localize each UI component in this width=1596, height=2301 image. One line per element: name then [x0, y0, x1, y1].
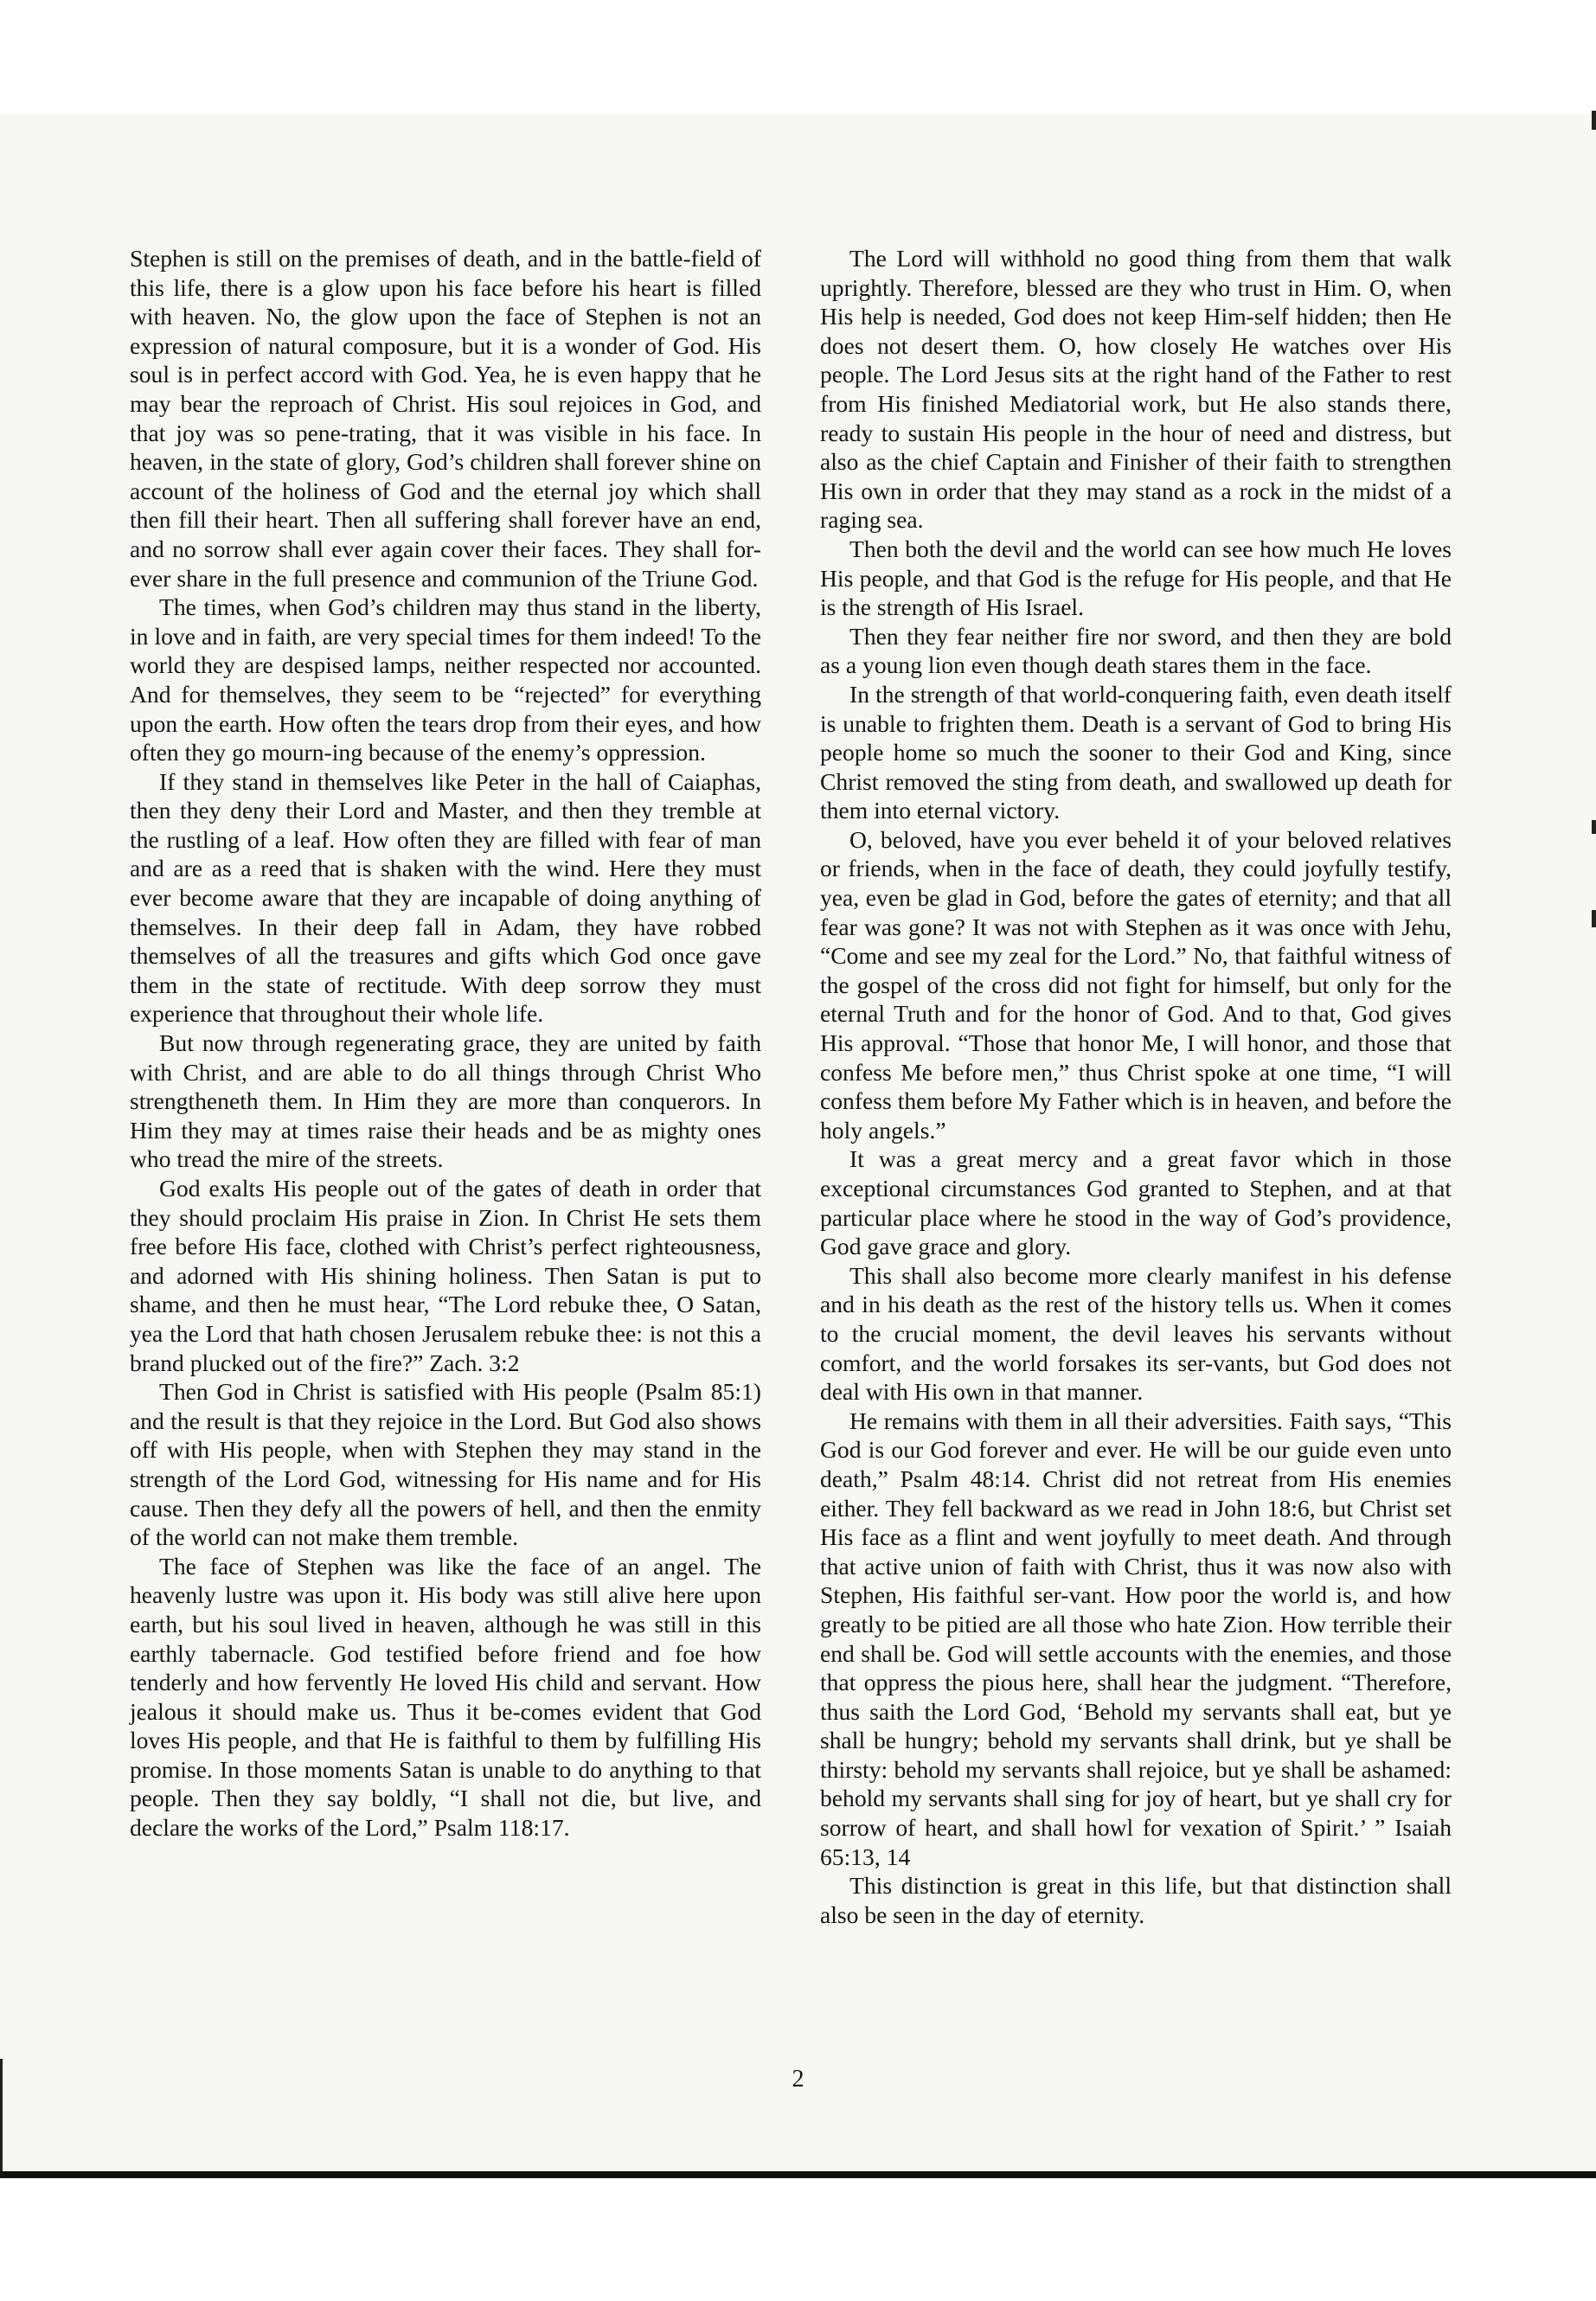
- paragraph: God exalts His people out of the gates of death in order that they should proclaim His praise in Zion. In Christ He sets them free before His face, clothed with Christ’s perfect righteousness, and adorned with His shining holiness. Then Satan is put to shame, and then he must hear, “The Lord rebuke thee, O Satan, yea the Lord that hath chosen Jerusalem rebuke thee: is not this a brand plucked out of the fire?” Zach. 3:2: [130, 1175, 761, 1376]
- paragraph: O, beloved, have you ever beheld it of your beloved relatives or friends, when in the face of death, they could joyfully testify, yea, even be glad in God, before the gates of eternity; and that all fear was gone? It was not with Stephen as it was once with Jehu, “Come and see my zeal for the Lord.” No, that faithful witness of the gospel of the cross did not fight for himself, but only for the eternal Truth and for the honor of God. And to that, God gives His approval. “Those that honor Me, I will honor, and those that confess Me before men,” thus Christ spoke at one time, “I will confess them before My Father which is in heaven, and before the holy angels.”: [820, 825, 1452, 1144]
- paragraph: The Lord will withhold no good thing from them that walk uprightly. Therefore, blessed are they who trust in Him. O, when His help is needed, God does not keep Him-self hidden; then He does not desert them. O, how closely He watches over His people. The Lord Jesus sits at the right hand of the Father to rest from His finished Mediatorial work, but He also stands there, ready to sustain His people in the hour of need and distress, but also as the chief Captain and Finisher of their faith to strengthen His own in order that they may stand as a rock in the midst of a raging sea.: [820, 245, 1452, 534]
- paragraph: This shall also become more clearly manifest in his defense and in his death as the rest of the history tells us. When it comes to the crucial moment, the devil leaves his servants without comfort, and the world forsakes its ser-vants, but God does not deal with His own in that manner.: [820, 1261, 1452, 1406]
- paragraph: It was a great mercy and a great favor which in those exceptional circumstances God granted to Stephen, and at that particular place where he stood in the way of God’s providence, God gave grace and glory.: [820, 1145, 1452, 1260]
- text-columns: [130, 244, 1452, 2043]
- paragraph: Then they fear neither fire nor sword, and then they are bold as a young lion even though death stares them in the face.: [820, 622, 1452, 679]
- paragraph: Then God in Christ is satisfied with His people (Psalm 85:1) and the result is that they rejoice in the Lord. But God also shows off with His people, when with Stephen they may stand in the strength of the Lord God, witnessing for His name and for His cause. Then they defy all the powers of hell, and then the enmity of the world can not make them tremble.: [130, 1378, 761, 1551]
- scan-bottom-edge: [0, 2171, 1596, 2178]
- paragraph: In the strength of that world-conquering faith, even death itself is unable to frighten them. Death is a servant of God to bring His people home so much the sooner to their God and King, since Christ removed the sting from death, and swallowed up death for them into eternal victory.: [820, 680, 1452, 824]
- scan-edge-mark: [1592, 910, 1596, 927]
- paragraph: If they stand in themselves like Peter in the hall of Caiaphas, then they deny their Lord and Master, and then they tremble at the rustling of a leaf. How often they are filled with fear of man and are as a reed that is shaken with the wind. Here they must ever become aware that they are incapable of doing anything of themselves. In their deep fall in Adam, they have robbed themselves of all the treasures and gifts which God once gave them in the state of rectitude. With deep sorrow they must experience that throughout their whole life.: [130, 767, 761, 1028]
- paragraph: The face of Stephen was like the face of an angel. The heavenly lustre was upon it. His body was still alive here upon earth, but his soul lived in heaven, although he was still in this earthly tabernacle. God testified before friend and foe how tenderly and how fervently He loved His child and servant. How jealous it should make us. Thus it be-comes evident that God loves His people, and that He is faithful to them by fulfilling His promise. In those moments Satan is unable to do anything to that people. Then they say boldly, “I shall not die, but live, and declare the works of the Lord,” Psalm 118:17.: [130, 1552, 761, 1842]
- left-column: [130, 244, 761, 2043]
- paragraph: This distinction is great in this life, but that distinction shall also be seen in the day of eternity.: [820, 1872, 1452, 1928]
- page-number: 2: [792, 2066, 804, 2093]
- paragraph: He remains with them in all their adversities. Faith says, “This God is our God forever and ever. He will be our guide even unto death,” Psalm 48:14. Christ did not retreat from His enemies either. They fell backward as we read in John 18:6, but Christ set His face as a flint and went joyfully to meet death. And through that active union of faith with Christ, thus it was now also with Stephen, His faithful ser-vant. How poor the world is, and how greatly to be pitied are all those who hate Zion. How terrible their end shall be. God will settle accounts with the enemies, and those that oppress the pious here, shall hear the judgment. “Therefore, thus saith the Lord God, ‘Behold my servants shall eat, but ye shall be hungry; behold my servants shall drink, but ye shall be thirsty: behold my servants shall rejoice, but ye shall be ashamed: behold my servants shall sing for joy of heart, but ye shall cry for sorrow of heart, and shall howl for vexation of Spirit.’ ” Isaiah 65:13, 14: [820, 1407, 1452, 1870]
- scan-edge-mark: [1592, 111, 1596, 130]
- right-column: [820, 244, 1452, 2043]
- paragraph: Stephen is still on the premises of death, and in the battle-field of this life, there is a glow upon his face before his heart is filled with heaven. No, the glow upon the face of Stephen is not an expression of natural composure, but it is a wonder of God. His soul is in perfect accord with God. Yea, he is even happy that he may bear the reproach of Christ. His soul rejoices in God, and that joy was so pene-trating, that it was visible in his face. In heaven, in the state of glory, God’s children shall forever shine on account of the holiness of God and the eternal joy which shall then fill their heart. Then all suffering shall forever have an end, and no sorrow shall ever again cover their faces. They shall for-ever share in the full presence and communion of the Triune God.: [130, 245, 761, 592]
- paragraph: But now through regenerating grace, they are united by faith with Christ, and are able to do all things through Christ Who strengtheneth them. In Him they are more than conquerors. In Him they may at times raise their heads and be as mighty ones who tread the mire of the streets.: [130, 1029, 761, 1173]
- paragraph: Then both the devil and the world can see how much He loves His people, and that God is the refuge for His people, and that He is the strength of His Israel.: [820, 535, 1452, 621]
- scan-edge-mark: [1592, 820, 1596, 834]
- paragraph: The times, when God’s children may thus stand in the liberty, in love and in faith, are very special times for them indeed! To the world they are despised lamps, neither respected nor accounted. And for themselves, they seem to be “rejected” for everything upon the earth. How often the tears drop from their eyes, and how often they go mourn-ing because of the enemy’s oppression.: [130, 593, 761, 766]
